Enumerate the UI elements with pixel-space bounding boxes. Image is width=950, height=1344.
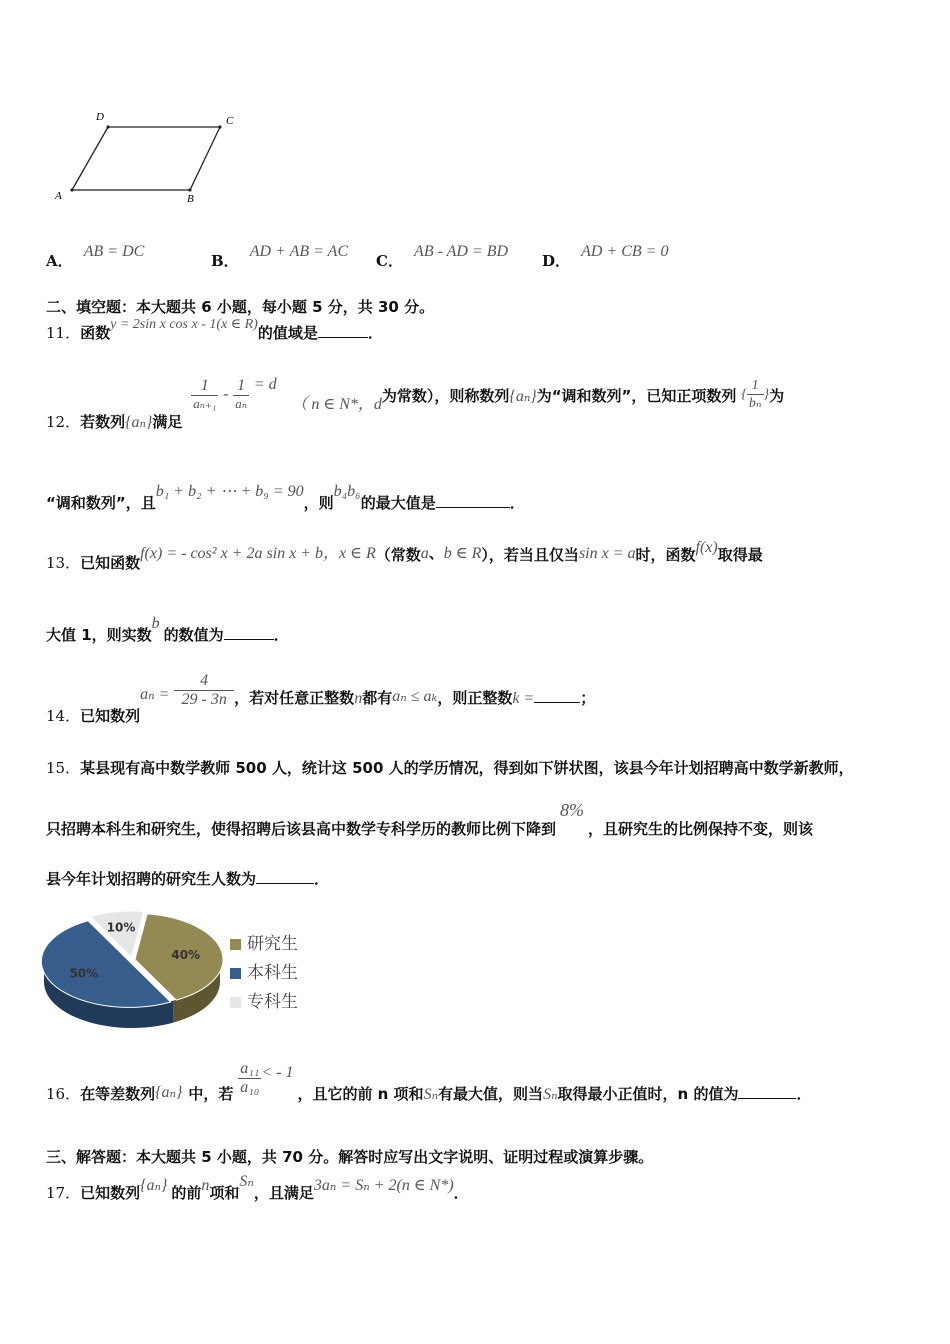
point-b-label: B <box>187 193 194 205</box>
q15-end: ． <box>314 870 330 888</box>
option-c-letter: C． <box>376 252 403 270</box>
q13-end: ． <box>273 626 289 644</box>
legend-swatch-undergraduate <box>230 968 241 979</box>
q14-answer-blank[interactable] <box>534 702 580 703</box>
q12-eq-d: = d <box>253 375 277 393</box>
legend-item-undergraduate <box>230 958 298 983</box>
q14-k: k = <box>512 689 535 707</box>
question-16 <box>46 1060 812 1103</box>
q13-cond: sin x = a <box>578 545 636 562</box>
q12-line2-text-2: ，则 <box>303 494 334 512</box>
q12-answer-blank[interactable] <box>436 507 510 508</box>
q12-text-3: 为常数），则称数列 <box>381 386 510 405</box>
q12-text-2: 满足 <box>152 412 183 431</box>
q14-ineq: aₙ ≤ aₖ <box>392 687 438 705</box>
q17-seq: {aₙ} <box>140 1177 168 1194</box>
q14-text-3: 都有 <box>362 688 393 707</box>
q12-seq: {aₙ} <box>125 413 153 431</box>
q12-prod: b₄b₆ <box>333 483 361 500</box>
option-b-letter: B． <box>211 252 239 270</box>
q11-text-1: 函数 <box>80 324 111 342</box>
q17-text-4: ，且满足 <box>253 1184 314 1202</box>
q17-eq: 3aₙ = Sₙ + 2(n ∈ N*) <box>313 1177 454 1194</box>
q11-answer-blank[interactable] <box>318 337 368 338</box>
q16-answer-blank[interactable] <box>738 1098 796 1099</box>
option-c-expr: AB - AD = BD <box>414 243 509 260</box>
q13-text-5: 时，函数 <box>635 546 696 564</box>
q12-minus: - <box>223 385 229 403</box>
option-b[interactable] <box>211 240 349 270</box>
q16-text-1: 在等差数列 <box>80 1084 156 1103</box>
q12-line2-text-1: “调和数列”，且 <box>46 494 156 512</box>
legend-swatch-graduate <box>230 939 241 950</box>
q14-an: aₙ = <box>140 685 170 703</box>
q12-seq-2: {aₙ} <box>509 387 537 405</box>
q14-fraction: $\frac{4}{29 - 3n}$ <box>174 672 234 709</box>
q17-end: ． <box>453 1184 469 1202</box>
q13-comma: ， <box>323 545 340 562</box>
q13-answer-blank[interactable] <box>224 639 274 640</box>
q12-number: 12． <box>46 412 81 431</box>
legend-label-undergraduate: 本科生 <box>247 963 298 983</box>
question-11 <box>46 317 383 343</box>
q11-text-2: 的值域是 <box>257 324 318 342</box>
q15-answer-blank[interactable] <box>256 883 314 884</box>
question-13 <box>46 539 763 572</box>
q16-end: ． <box>796 1084 812 1103</box>
q15-number: 15． <box>46 759 81 777</box>
question-17 <box>46 1170 469 1202</box>
q13-a: a <box>420 545 429 562</box>
q15-line-3: 县今年计划招聘的研究生人数为 <box>46 870 257 888</box>
q11-number: 11． <box>46 324 81 342</box>
q13-b-var: b <box>151 615 160 632</box>
q13-b: b ∈ R <box>443 545 482 562</box>
q17-sn: Sₙ <box>239 1173 254 1190</box>
q16-text-2: 中，若 <box>188 1084 234 1103</box>
q13-function: f(x) = - cos² x + 2a sin x + b <box>140 545 324 562</box>
q16-text-5: 取得最小正值时，n 的值为 <box>557 1084 739 1103</box>
option-d-expr: AD + CB = 0 <box>581 243 669 260</box>
pie-label-2: 10% <box>106 920 136 935</box>
q15-line2-text-2: ，且研究生的比例保持不变，则该 <box>588 820 814 838</box>
section-3-heading: 三、解答题：本大题共 5 小题，共 70 分。解答时应写出文字说明、证明过程或演算步骤。 <box>46 1148 654 1166</box>
q17-text-2: 的前 <box>171 1184 202 1202</box>
q11-expr: y = 2sin x cos x - 1(x ∈ R) <box>110 317 258 332</box>
legend-swatch-associate <box>230 997 241 1008</box>
q12-fraction-2: $\frac{1}{\text{aₙ}}$ <box>235 377 248 411</box>
question-14 <box>46 672 596 725</box>
option-c[interactable] <box>376 240 509 270</box>
q16-sn: Sₙ <box>423 1085 439 1103</box>
q14-text-4: ，则正整数 <box>437 688 513 707</box>
legend-item-graduate <box>230 929 298 954</box>
q12-line2-text-3: 的最大值是 <box>360 494 436 512</box>
q11-end: ． <box>367 324 383 342</box>
q12-condition: （ n ∈ N*， <box>291 395 374 413</box>
q13-text-2: （常数 <box>375 546 421 564</box>
q14-text-1: 已知数列 <box>80 706 141 725</box>
q12-sum: b₁ + b₂ + ⋯ + b₉ = 90 <box>155 483 304 500</box>
q16-seq: {aₙ} <box>155 1083 183 1101</box>
q17-n: n <box>201 1177 210 1194</box>
q16-sn-2: Sₙ <box>543 1085 558 1103</box>
option-a-expr: AB = DC <box>83 243 145 260</box>
q16-text-3: ，且它的前 n 项和 <box>297 1084 424 1103</box>
q13-f2: f(x) <box>695 539 718 556</box>
q14-end: ； <box>580 688 596 707</box>
q12-text-4: 为“调和数列”，已知正项数列 <box>536 386 737 405</box>
q17-number: 17． <box>46 1184 81 1202</box>
q14-number: 14． <box>46 706 81 725</box>
parallelogram-figure <box>50 105 250 210</box>
q12-text-5: 为 <box>769 386 785 405</box>
q12-end: ． <box>509 494 525 512</box>
option-a-letter: A． <box>46 252 73 270</box>
q13-text-3: 、 <box>428 544 444 562</box>
q15-line-1: 某县现有高中数学教师 500 人，统计这 500 人的学历情况，得到如下饼状图，该县今年计划招聘高中数学新教师， <box>80 759 854 777</box>
q16-ineq: < - 1 <box>261 1063 294 1081</box>
legend-item-associate <box>230 987 298 1012</box>
point-c-label: C <box>226 115 234 127</box>
q12-d-var: d <box>373 395 382 413</box>
q13-text-6: 取得最 <box>717 546 763 564</box>
q15-percent: 8% <box>560 800 585 820</box>
option-b-expr: AD + AB = AC <box>249 243 349 260</box>
question-15-line-2 <box>46 800 814 838</box>
q13-domain: x ∈ R <box>339 545 376 562</box>
section-2-heading: 二、填空题：本大题共 6 小题，每小题 5 分，共 30 分。 <box>46 298 435 316</box>
point-d-label: D <box>96 111 104 123</box>
q16-fraction: $\frac{\text{a₁₁}}{\text{a₁₀}}$ <box>240 1060 260 1096</box>
legend-label-associate: 专科生 <box>247 992 298 1012</box>
q16-number: 16． <box>46 1084 81 1103</box>
q17-text-1: 已知数列 <box>80 1184 141 1202</box>
question-13-line-2 <box>46 612 289 644</box>
q13-line2-text-2: 的数值为 <box>163 626 224 644</box>
pie-label-1: 50% <box>69 966 99 981</box>
point-a-label: A <box>55 190 62 202</box>
q13-line2-text-1: 大值 1，则实数 <box>46 626 152 644</box>
option-d[interactable] <box>542 240 669 270</box>
q13-text-4: ），若当且仅当 <box>481 546 579 564</box>
q15-line2-text-1: 只招聘本科生和研究生，使得招聘后该县高中数学专科学历的教师比例下降到 <box>46 820 557 838</box>
q14-n: n <box>354 689 363 707</box>
question-15-line-3 <box>46 868 329 889</box>
q12-text-1: 若数列 <box>80 412 126 431</box>
question-12 <box>46 375 785 431</box>
question-15 <box>46 757 854 778</box>
q13-text-1: 已知函数 <box>80 554 141 572</box>
option-a[interactable] <box>46 240 145 270</box>
legend-label-graduate: 研究生 <box>247 934 298 954</box>
q13-number: 13． <box>46 554 81 572</box>
q12-fraction-1: $\frac{1}{\text{aₙ₊₁}}$ <box>193 377 217 411</box>
pie-label-0: 40% <box>171 948 201 963</box>
q12-b-fraction: { $\frac{1}{\text{bₙ}}$ } <box>741 377 770 411</box>
q14-text-2: ，若对任意正整数 <box>234 688 355 707</box>
q17-text-3: 项和 <box>209 1184 240 1202</box>
option-d-letter: D． <box>542 252 571 270</box>
question-12-line-2 <box>46 480 525 512</box>
q16-text-4: 有最大值，则当 <box>438 1084 544 1103</box>
